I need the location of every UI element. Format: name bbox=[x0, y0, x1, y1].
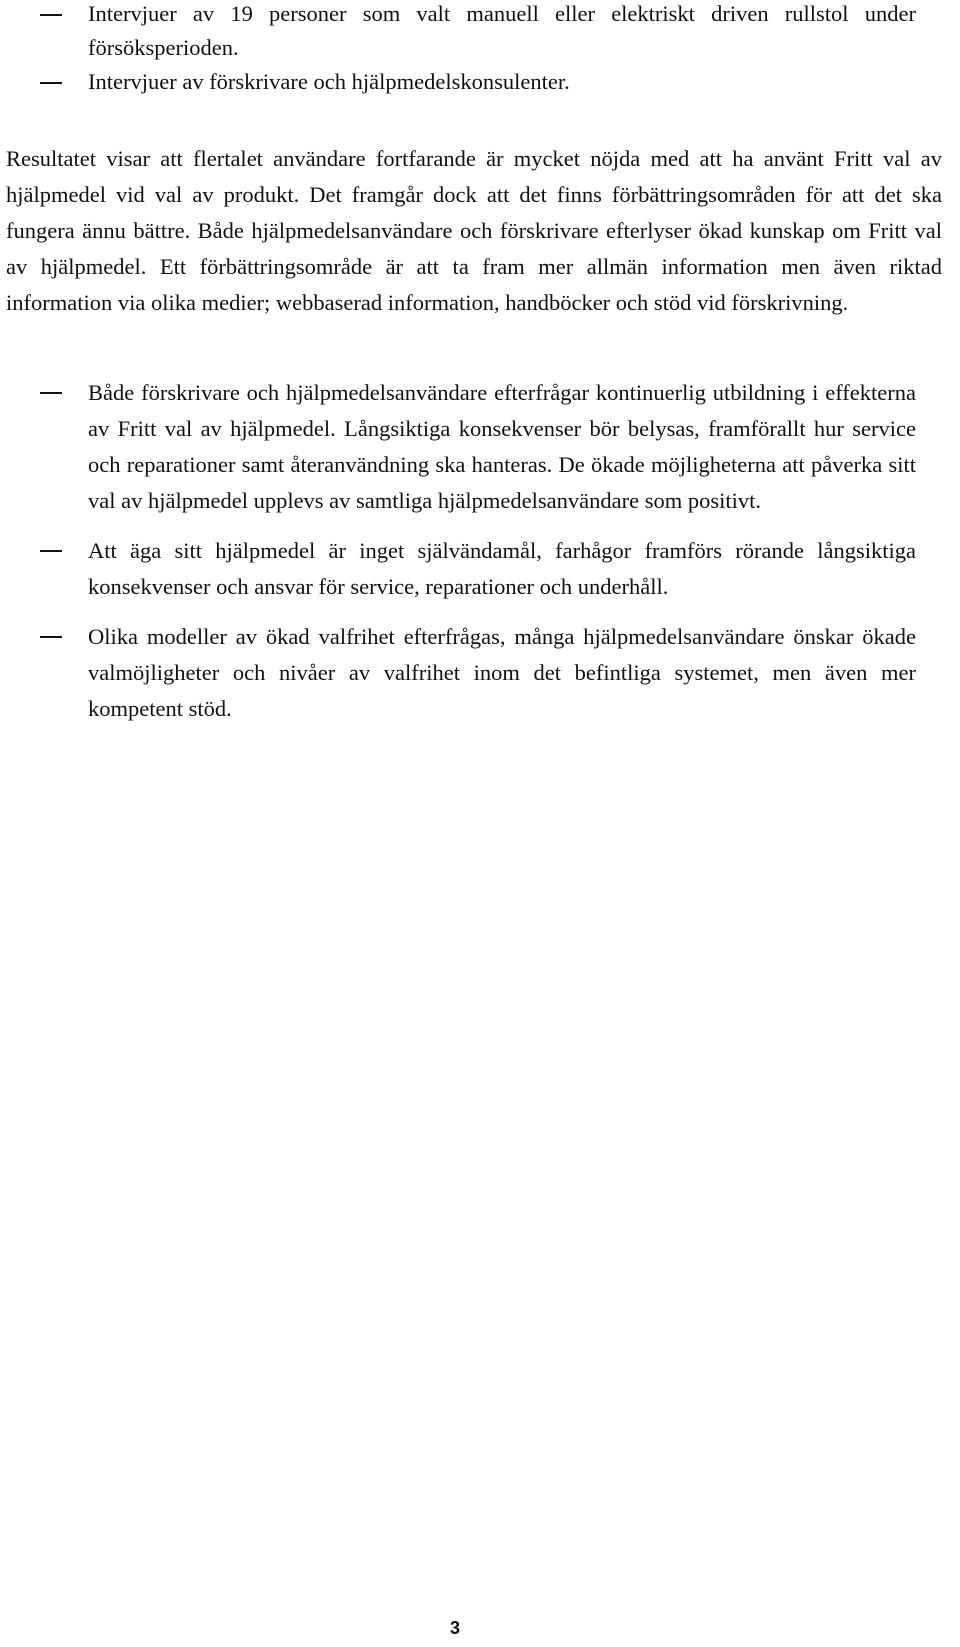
list-item bbox=[6, 65, 916, 99]
list-item-text: Att äga sitt hjälpmedel är inget självändamål, farhågor framförs rörande långsiktiga konsekvenser och ansvar för service, reparationer och underhåll. bbox=[88, 538, 916, 599]
dash-bullet-icon bbox=[40, 14, 62, 16]
list-item bbox=[6, 375, 916, 519]
list-item-text: Intervjuer av 19 personer som valt manuell eller elektriskt driven rullstol under försöksperioden. bbox=[88, 1, 916, 60]
findings-list bbox=[6, 375, 916, 727]
list-item-text: Intervjuer av förskrivare och hjälpmedelskonsulenter. bbox=[88, 69, 570, 94]
list-item bbox=[6, 0, 916, 65]
list-item bbox=[6, 533, 916, 605]
dash-bullet-icon bbox=[40, 550, 62, 552]
interview-list bbox=[6, 0, 916, 99]
dash-bullet-icon bbox=[40, 636, 62, 638]
list-item bbox=[6, 619, 916, 727]
list-item-text: Olika modeller av ökad valfrihet efterfrågas, många hjälpmedelsanvändare önskar ökade valmöjligheter och nivåer av valfrihet inom det befintliga systemet, men även mer kompetent stöd. bbox=[88, 624, 916, 721]
results-paragraph: Resultatet visar att flertalet användare fortfarande är mycket nöjda med att ha använt Fritt val av hjälpmedel vid val av produkt. Det framgår dock att det finns förbättringsområden för att det ska fungera ännu bättre. Både hjälpmedelsanvändare och förskrivare efterlyser ökad kunskap om Fritt val av hjälpmedel. Ett förbättringsområde är att ta fram mer allmän information men även riktad information via olika medier; webbaserad information, handböcker och stöd vid förskrivning. bbox=[6, 146, 942, 315]
page-number: 3 bbox=[450, 1618, 461, 1638]
dash-bullet-icon bbox=[40, 82, 62, 84]
list-item-text: Både förskrivare och hjälpmedelsanvändare efterfrågar kontinuerlig utbildning i effekterna av Fritt val av hjälpmedel. Långsiktiga konsekvenser bör belysas, framförallt hur service och reparationer samt återanvändning ska hanteras. De ökade möjligheterna att påverka sitt val av hjälpmedel upplevs av samtliga hjälpmedelsanvändare som positivt. bbox=[88, 380, 916, 513]
dash-bullet-icon bbox=[40, 392, 62, 394]
